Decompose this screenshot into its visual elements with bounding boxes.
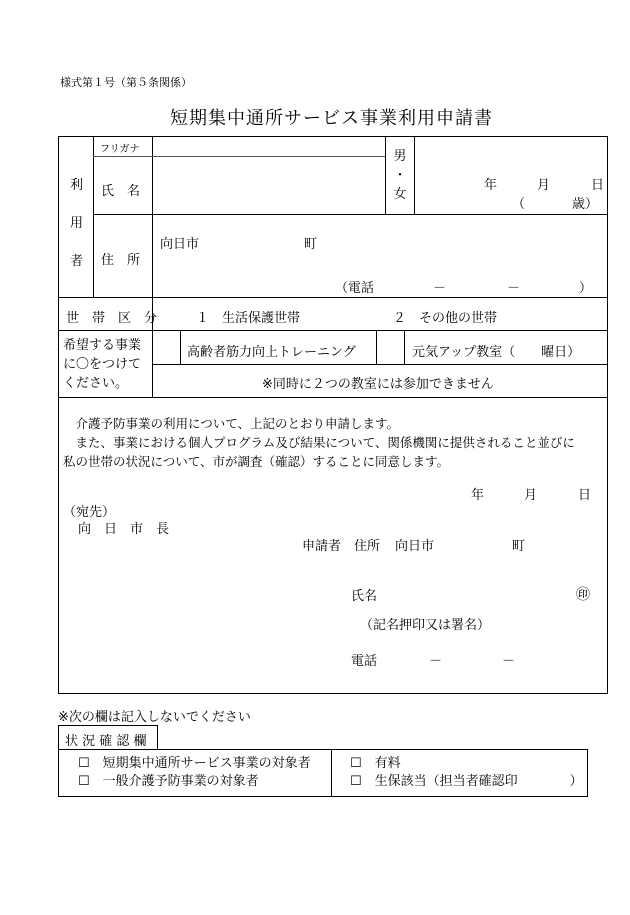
phone-label: （電話 xyxy=(335,281,375,296)
sex-dot: ・ xyxy=(393,168,407,183)
applicant-name-label: 氏名 xyxy=(351,589,378,604)
address-field[interactable] xyxy=(155,218,603,268)
sex-male[interactable]: 男 xyxy=(393,149,407,164)
household-option-1[interactable]: １ 生活保護世帯 xyxy=(196,311,301,326)
household-label: 世 帯 区 分 xyxy=(66,311,158,326)
address-label: 住 所 xyxy=(101,253,141,268)
date-day-label: 日 xyxy=(578,488,592,503)
furigana-field[interactable] xyxy=(155,139,383,155)
household-option-2[interactable]: ２ その他の世帯 xyxy=(393,311,498,326)
program-2-circle-box[interactable] xyxy=(377,331,403,363)
birth-day-label: 日 xyxy=(591,178,605,193)
seal-note: （記名押印又は署名） xyxy=(360,618,491,633)
date-year-label: 年 xyxy=(471,488,485,503)
declaration-text: 介護予防事業の利用について、上記のとおり申請します。 また、事業における個人プログラム及び結果について、関係機関に提供されること並びに 私の世帯の状況について、市が調査（確認）することに同意します。 xyxy=(63,416,575,469)
phone-dash-1: － xyxy=(433,281,447,296)
name-field[interactable] xyxy=(155,160,383,212)
seal-icon: ㊞ xyxy=(576,587,590,603)
checkbox-icon[interactable]: ☐ xyxy=(350,756,362,771)
address-town: 町 xyxy=(304,237,318,252)
program-option-2: 元気アップ教室（ 曜日） xyxy=(412,345,581,360)
office-note: ※次の欄は記入しないでください xyxy=(58,710,251,725)
birth-month-label: 月 xyxy=(537,178,551,193)
phone-dash-2: － xyxy=(507,281,521,296)
applicant-address-label: 申請者 住所 xyxy=(302,539,381,554)
applicant-town: 町 xyxy=(512,539,526,554)
birth-year-label: 年 xyxy=(484,178,498,193)
applicant-phone-dash-1: － xyxy=(429,654,443,669)
program-option-1: 高齢者筋力向上トレーニング xyxy=(187,345,356,360)
user-section-label: 利 用 者 xyxy=(70,178,84,269)
form-number: 様式第１号（第５条関係） xyxy=(60,76,192,89)
program-1-circle-box[interactable] xyxy=(153,331,179,363)
office-item-general[interactable]: ☐ 一般介護予防事業の対象者 xyxy=(78,774,259,789)
sex-female[interactable]: 女 xyxy=(393,187,407,202)
program-note: ※同時に２つの教室には参加できません xyxy=(262,377,494,392)
age-label: 歳） xyxy=(572,197,599,212)
applicant-city: 向日市 xyxy=(395,539,435,554)
office-item-welfare[interactable]: ☐ 生保該当（担当者確認印 ） xyxy=(350,774,583,789)
applicant-phone-dash-2: － xyxy=(502,654,516,669)
office-item-short-term[interactable]: ☐ 短期集中通所サービス事業の対象者 xyxy=(78,756,311,771)
program-label: 希望する事業 に〇をつけて ください。 xyxy=(63,338,142,391)
office-right-items xyxy=(350,755,583,791)
checkbox-icon[interactable]: ☐ xyxy=(78,756,90,771)
checkbox-icon[interactable]: ☐ xyxy=(78,774,90,789)
address-city: 向日市 xyxy=(160,237,200,252)
applicant-phone-label: 電話 xyxy=(351,654,378,669)
furigana-label: フリガナ xyxy=(100,144,140,155)
name-label: 氏 名 xyxy=(101,184,141,199)
date-month-label: 月 xyxy=(524,488,538,503)
office-item-paid[interactable]: ☐ 有料 xyxy=(350,756,401,771)
office-left-items xyxy=(78,755,311,791)
page-title: 短期集中通所サービス事業利用申請書 xyxy=(170,108,493,129)
addressee: 向 日 市 長 xyxy=(78,522,170,537)
checkbox-icon[interactable]: ☐ xyxy=(350,774,362,789)
applicant-name-field[interactable] xyxy=(400,580,570,602)
age-open: （ xyxy=(512,197,526,212)
sex-selector[interactable] xyxy=(392,147,408,204)
addressee-open: （宛先） xyxy=(63,505,116,520)
phone-close: ） xyxy=(579,281,593,296)
status-check-label: 状 況 確 認 欄 xyxy=(65,734,147,749)
